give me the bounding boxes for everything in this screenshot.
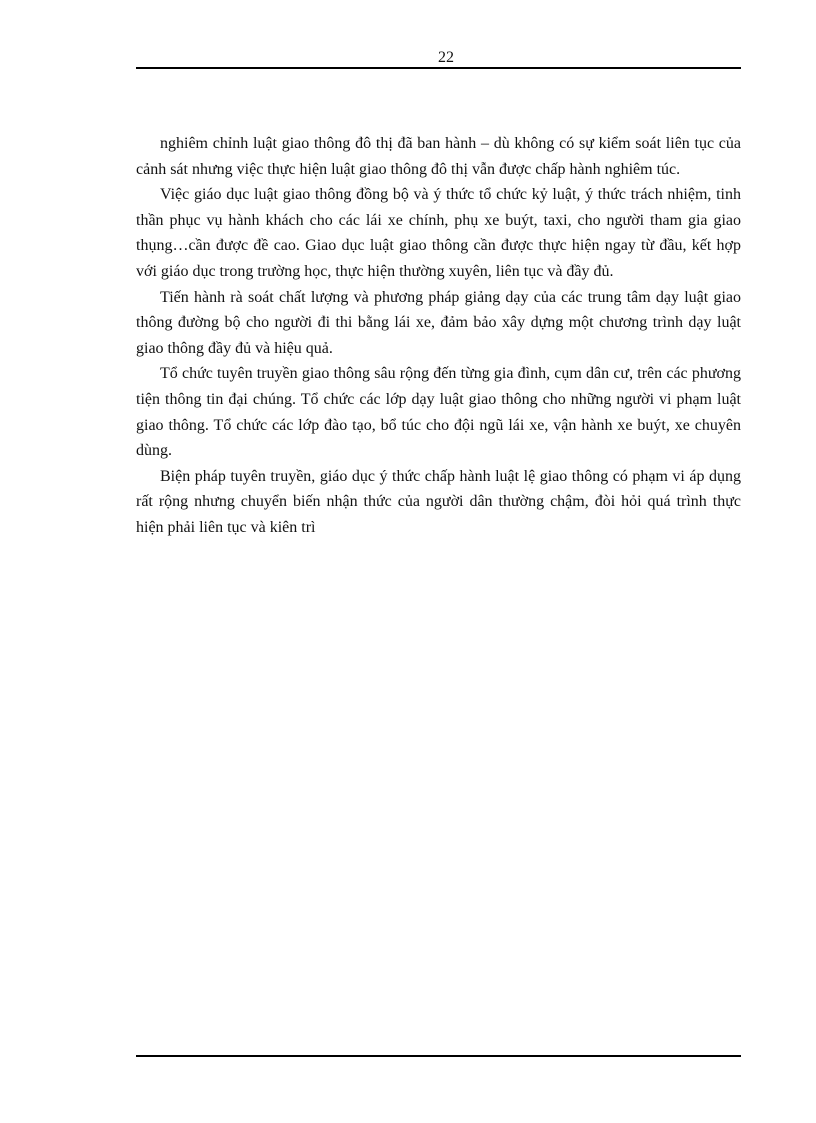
paragraph-2: Việc giáo dục luật giao thông đồng bộ và ý thức tổ chức kỷ luật, ý thức trách nhiệm, tinh thần phục vụ hành khách cho các lái xe chính, phụ xe buýt, taxi, cho người tham gia giao thụng…cần được đề cao. Giao dục luật giao thông cần được thực hiện ngay từ đầu, kết hợp với giáo dục trong trường học, thực hiện thường xuyên, liên tục và đầy đủ. (136, 186, 741, 280)
paragraph-1: nghiêm chỉnh luật giao thông đô thị đã ban hành – dù không có sự kiểm soát liên tục của cảnh sát nhưng việc thực hiện luật giao thông đô thị vẫn được chấp hành nghiêm túc. (136, 135, 741, 178)
document-body (136, 131, 741, 541)
paragraph-3: Tiến hành rà soát chất lượng và phương pháp giảng dạy của các trung tâm dạy luật giao thông đường bộ cho người đi thi bằng lái xe, đảm bảo xây dựng một chương trình dạy luật giao thông đầy đủ và hiệu quả. (136, 288, 741, 357)
header-rule (136, 67, 741, 69)
page-number: 22 (438, 49, 454, 66)
paragraph-4: Tổ chức tuyên truyền giao thông sâu rộng đến từng gia đình, cụm dân cư, trên các phương tiện thông tin đại chúng. Tổ chức các lớp dạy luật giao thông cho những người vi phạm luật giao thông. Tổ chức các lớp đào tạo, bổ túc cho đội ngũ lái xe, vận hành xe buýt, xe chuyên dùng. (136, 365, 741, 460)
paragraph-5: Biện pháp tuyên truyền, giáo dục ý thức chấp hành luật lệ giao thông có phạm vi áp dụng rất rộng nhưng chuyển biến nhận thức của người dân thường chậm, đòi hỏi quá trình thực hiện phải liên tục và kiên trì (136, 467, 741, 536)
footer-rule (136, 1055, 741, 1057)
